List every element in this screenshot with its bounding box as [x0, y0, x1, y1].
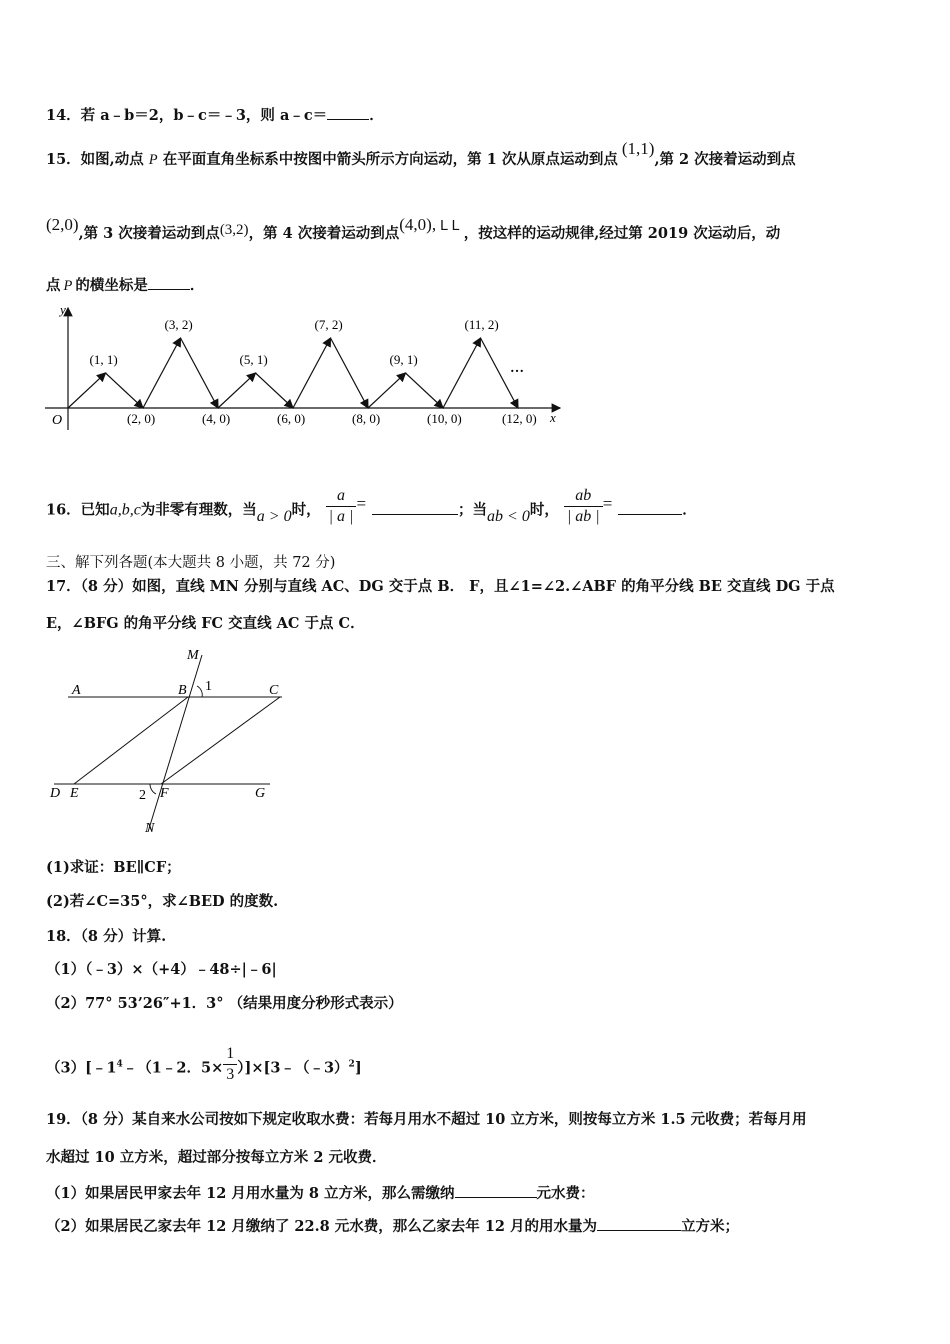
var-p: P: [63, 278, 73, 294]
q15-text: 15．如图,动点: [46, 151, 149, 168]
fraction-one-third: [223, 1044, 237, 1085]
question-14: [46, 104, 384, 125]
question-15-line-2: [46, 215, 781, 243]
label-m: M: [187, 648, 199, 663]
label-c: C: [269, 683, 279, 698]
top-point-labels: [90, 317, 499, 367]
fraction-denominator: 3: [226, 1066, 235, 1083]
fraction-denominator: | a |: [328, 508, 354, 525]
point-label: (7, 2): [314, 317, 343, 332]
q18-p3-text: （3）[﹣1: [46, 1059, 117, 1077]
question-19-line-1: 19．（8 分）某自来水公司按如下规定收取水费：若每月用水不超过 10 立方米，则按每立方米 1.5 元收费；若每月用: [46, 1111, 807, 1128]
q19-sub2-text: （2）如果居民乙家去年 12 月缴纳了 22.8 元水费，那么乙家去年 12 月的用水量为: [46, 1218, 598, 1235]
geometry-figure: [40, 640, 300, 840]
zigzag-path: [68, 338, 518, 408]
path-segment: [218, 373, 256, 408]
point-label: (9, 1): [389, 352, 418, 367]
q19-sub2-text: 立方米；: [681, 1218, 740, 1235]
q18-part-3: [46, 1045, 362, 1089]
label-g: G: [255, 786, 266, 801]
label-n: N: [145, 821, 155, 836]
path-segment: [181, 338, 219, 408]
equals-sign: =: [602, 493, 613, 513]
q15-text: ,第 2 次接着运动到点: [654, 151, 796, 168]
q15-text: 点: [46, 277, 61, 294]
point-label: (5, 1): [239, 352, 268, 367]
angle-2-arc: [150, 784, 156, 794]
label-f: F: [160, 786, 169, 801]
q17-sub-1: (1)求证：BE∥CF；: [46, 859, 181, 876]
fraction-numerator: ab: [564, 486, 603, 507]
q16-end: ．: [682, 501, 697, 519]
point-3-2: (3,2): [219, 222, 249, 238]
q16-text: 时，: [529, 501, 559, 519]
question-17-line-1: 17．（8 分）如图，直线 MN 分别与直线 AC、DG 交于点 B． F，且∠1=∠2.∠ABF 的角平分线 BE 交直线 DG 于点: [46, 578, 835, 595]
q17-sub-2: (2)若∠C=35°，求∠BED 的度数.: [46, 893, 279, 910]
line-fc: [161, 697, 280, 784]
point-label: (12, 0): [502, 411, 537, 426]
path-segment: [331, 338, 369, 408]
path-segment: [406, 373, 444, 408]
point-label: (11, 2): [464, 317, 499, 332]
q15-text: 在平面直角坐标系中按图中箭头所示方向运动，第 1 次从原点运动到点: [157, 151, 618, 168]
point-1-1: (1,1): [621, 139, 655, 158]
condition-ab-negative: ab < 0: [487, 507, 530, 525]
label-d: D: [50, 786, 61, 801]
point-label: (10, 0): [427, 411, 462, 426]
angle-1-arc: [197, 686, 202, 697]
question-18-title: 18．（8 分）计算.: [46, 928, 167, 945]
x-axis-label: x: [550, 410, 556, 425]
y-axis-label: y: [60, 302, 66, 317]
question-16: [46, 487, 697, 531]
question-19-line-2: 水超过 10 立方米，超过部分按每立方米 2 元收费．: [46, 1149, 387, 1166]
q18-p3-text: ）]×[3﹣（﹣3）: [237, 1059, 349, 1077]
path-segment: [256, 373, 294, 408]
answer-blank[interactable]: [455, 1185, 537, 1198]
path-segment: [293, 338, 331, 408]
origin-label: O: [52, 413, 63, 428]
point-label: (1, 1): [89, 352, 118, 367]
answer-blank[interactable]: [148, 277, 190, 290]
point-4-0: (4,0),: [399, 215, 437, 234]
continuation-dots: …: [510, 361, 524, 376]
point-label: (4, 0): [202, 411, 231, 426]
q18-part-1: （1）（﹣3）×（+4）﹣48÷|﹣6|: [46, 961, 277, 978]
answer-blank[interactable]: [618, 502, 682, 515]
line-be: [74, 697, 188, 784]
label-e: E: [70, 786, 79, 801]
var-p: P: [148, 152, 158, 168]
path-segment: [106, 373, 144, 408]
question-17-line-2: E，∠BFG 的角平分线 FC 交直线 AC 于点 C．: [46, 615, 365, 632]
answer-blank[interactable]: [372, 502, 458, 515]
q14-end: ．: [369, 107, 384, 124]
q18-p3-text: ]: [354, 1059, 362, 1077]
fraction-numerator: 1: [223, 1044, 237, 1065]
q15-text: ,第 3 次接着运动到点: [78, 225, 220, 242]
path-segment: [143, 338, 181, 408]
label-angle-2: 2: [139, 788, 146, 803]
q16-text: 16．已知: [46, 501, 110, 519]
fraction-denominator: | ab |: [566, 508, 600, 525]
path-segment: [443, 338, 481, 408]
line-mn: [148, 655, 202, 832]
vars-abc: a,b,c: [109, 501, 141, 519]
q16-text: 时，: [291, 501, 321, 519]
q19-sub-1: [46, 1182, 595, 1203]
equals-sign: =: [356, 493, 367, 513]
q19-sub-2: [46, 1215, 739, 1236]
q16-text: 为非零有理数，当: [140, 501, 257, 519]
label-angle-1: 1: [205, 679, 212, 694]
zigzag-graph: [40, 300, 570, 435]
fraction-numerator: a: [326, 486, 357, 507]
q15-text: 的横坐标是: [75, 277, 148, 294]
path-segment: [68, 373, 106, 408]
section-heading: 三、解下列各题(本大题共 8 小题，共 72 分): [46, 555, 336, 571]
point-2-0: (2,0): [46, 215, 79, 234]
condition-a-positive: a > 0: [256, 507, 292, 525]
q15-end: ．: [189, 277, 205, 294]
label-a: A: [72, 683, 81, 698]
fraction-ab-over-abs-ab: [564, 486, 603, 527]
q14-text: 14．若 a﹣b＝2，b﹣c＝﹣3，则 a﹣c＝: [46, 107, 328, 124]
point-label: (8, 0): [352, 411, 381, 426]
path-segment: [368, 373, 406, 408]
ellipsis: L L: [440, 218, 460, 234]
point-label: (3, 2): [164, 317, 193, 332]
q19-sub1-text: 元水费：: [536, 1185, 595, 1202]
bottom-point-labels: [127, 411, 537, 426]
q18-p3-text: ﹣（1﹣2．5×: [122, 1059, 224, 1077]
q16-text: ；当: [458, 501, 488, 519]
q15-text: ，第 4 次接着运动到点: [248, 225, 400, 242]
q18-part-2: （2）77° 53’26″+1．3° （结果用度分秒形式表示）: [46, 995, 403, 1012]
label-b: B: [178, 683, 187, 698]
question-15-line-3: [46, 274, 204, 295]
fraction-a-over-abs-a: [326, 486, 357, 527]
q15-text: ，按这样的运动规律,经过第 2019 次运动后，动: [463, 225, 781, 242]
point-label: (6, 0): [277, 411, 306, 426]
q19-sub1-text: （1）如果居民甲家去年 12 月用水量为 8 立方米，那么需缴纳: [46, 1185, 455, 1202]
exponent: 2: [348, 1059, 355, 1070]
point-label: (2, 0): [127, 411, 156, 426]
exponent: 4: [116, 1059, 123, 1070]
answer-blank[interactable]: [327, 107, 369, 120]
question-15-line-1: [46, 139, 796, 169]
answer-blank[interactable]: [597, 1218, 681, 1231]
